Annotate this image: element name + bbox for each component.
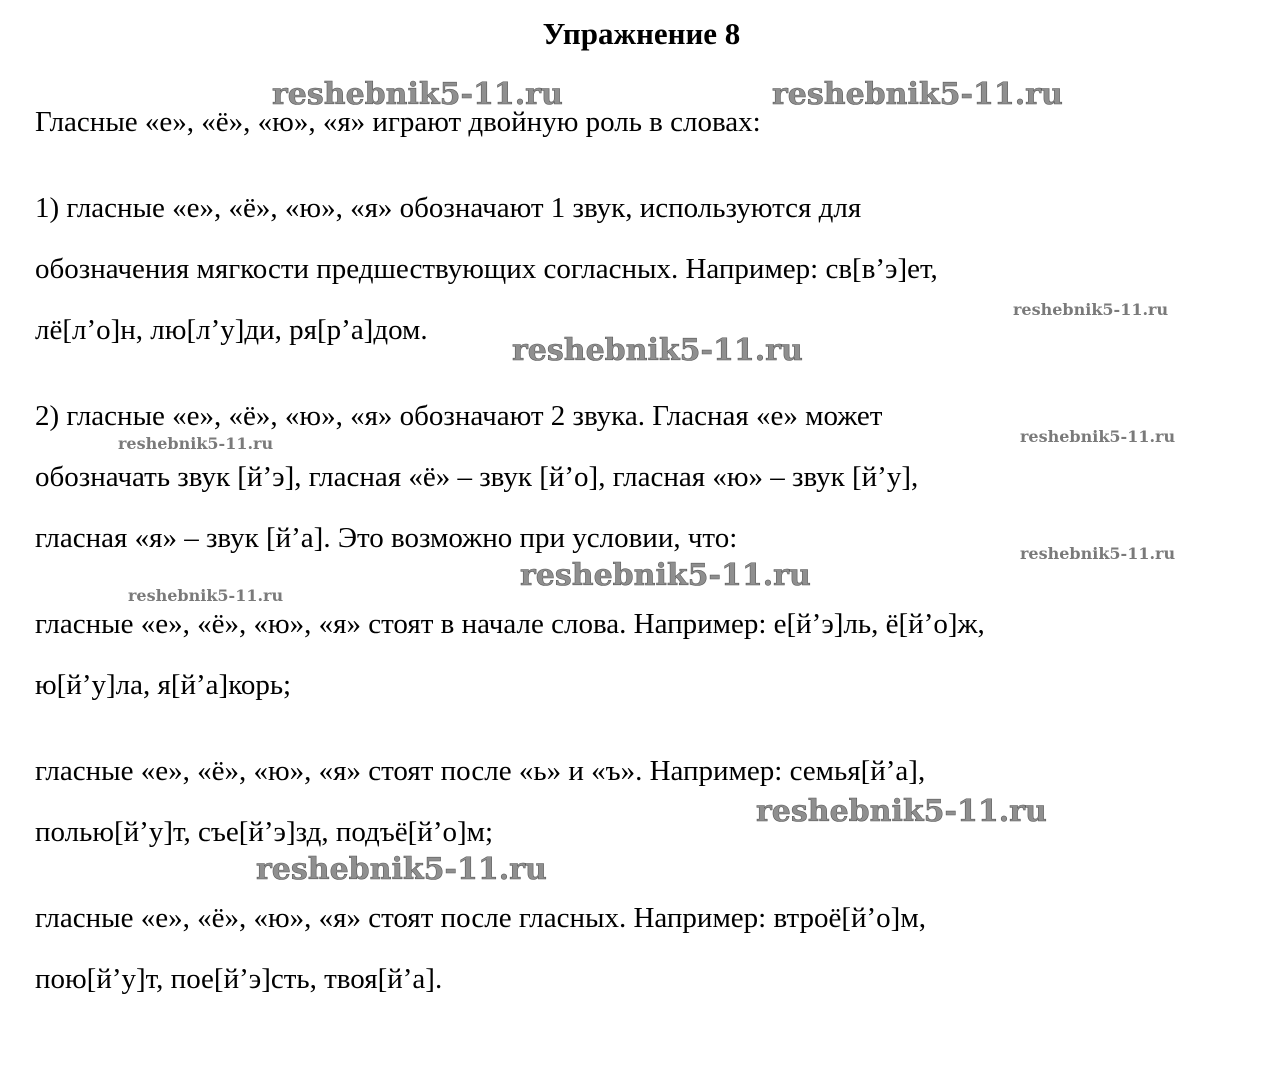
- watermark: reshebnik5-11.ru: [128, 586, 284, 605]
- watermark: reshebnik5-11.ru: [512, 333, 803, 368]
- watermark: reshebnik5-11.ru: [520, 558, 811, 593]
- exercise-title: Упражнение 8: [542, 16, 741, 51]
- watermark: reshebnik5-11.ru: [756, 794, 1047, 829]
- condition-3-line: пою[й’у]т, пое[й’э]сть, твоя[й’а].: [35, 963, 443, 995]
- paragraph-2-line: 2) гласные «е», «ё», «ю», «я» обозначают 2 звука. Гласная «е» может: [35, 400, 883, 432]
- condition-2-line: гласные «е», «ё», «ю», «я» стоят после «ь» и «ъ». Например: семья[й’а],: [35, 755, 926, 787]
- paragraph-1-line: лё[л’о]н, лю[л’у]ди, ря[р’а]дом.: [35, 314, 428, 346]
- watermark: reshebnik5-11.ru: [772, 77, 1063, 112]
- watermark: reshebnik5-11.ru: [1013, 300, 1169, 319]
- watermark: reshebnik5-11.ru: [256, 852, 547, 887]
- watermark: reshebnik5-11.ru: [272, 77, 563, 112]
- watermark: reshebnik5-11.ru: [1020, 544, 1176, 563]
- paragraph-1-line: 1) гласные «е», «ё», «ю», «я» обозначают 1 звук, используются для: [35, 192, 862, 224]
- paragraph-1-line: обозначения мягкости предшествующих согласных. Например: св[в’э]ет,: [35, 253, 938, 285]
- paragraph-2-line: гласная «я» – звук [й’а]. Это возможно при условии, что:: [35, 522, 738, 554]
- condition-1-line: гласные «е», «ё», «ю», «я» стоят в начале слова. Например: е[й’э]ль, ё[й’о]ж,: [35, 608, 985, 640]
- condition-2-line: полью[й’у]т, съе[й’э]зд, подъё[й’о]м;: [35, 816, 494, 848]
- intro-line: Гласные «е», «ё», «ю», «я» играют двойную роль в словах:: [35, 106, 761, 138]
- condition-1-line: ю[й’у]ла, я[й’а]корь;: [35, 669, 292, 701]
- watermark: reshebnik5-11.ru: [1020, 427, 1176, 446]
- watermark: reshebnik5-11.ru: [118, 434, 274, 453]
- paragraph-2-line: обозначать звук [й’э], гласная «ё» – звук [й’о], гласная «ю» – звук [й’у],: [35, 461, 919, 493]
- condition-3-line: гласные «е», «ё», «ю», «я» стоят после гласных. Например: втроё[й’о]м,: [35, 902, 926, 934]
